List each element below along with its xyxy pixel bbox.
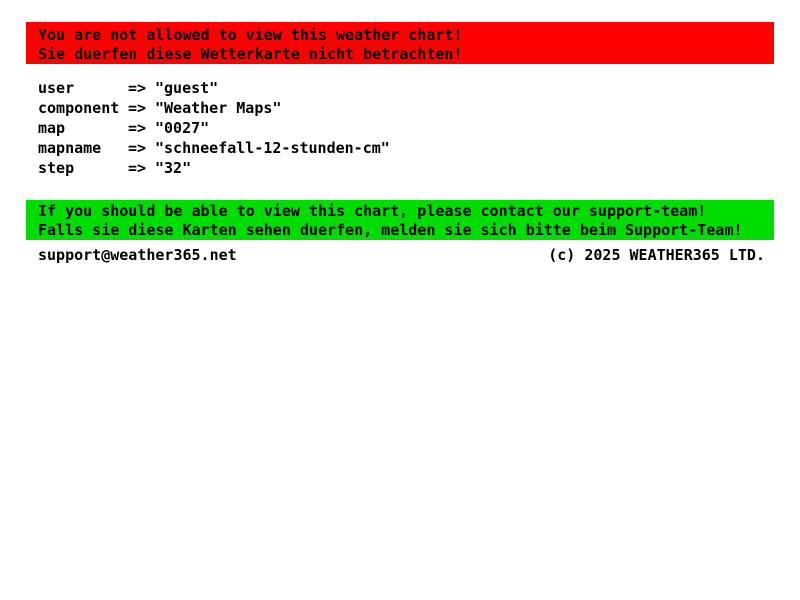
param-row	[38, 138, 390, 158]
request-params	[38, 78, 390, 178]
param-value: "guest"	[155, 79, 219, 97]
support-line-en: If you should be able to view this chart, please contact our support-team!	[38, 202, 707, 220]
param-key: mapname	[38, 139, 102, 157]
support-email: support@weather365.net	[38, 246, 237, 264]
param-row	[38, 98, 390, 118]
support-line-de: Falls sie diese Karten sehen duerfen, melden sie sich bitte beim Support-Team!	[38, 221, 743, 239]
error-banner	[26, 22, 774, 64]
param-key: step	[38, 159, 75, 177]
arrow-symbol: =>	[128, 139, 147, 157]
arrow-symbol: =>	[128, 79, 147, 97]
arrow-symbol: =>	[128, 159, 147, 177]
footer	[26, 245, 774, 265]
error-line-de: Sie duerfen diese Wetterkarte nicht betrachten!	[38, 45, 463, 63]
support-banner	[26, 200, 774, 240]
arrow-symbol: =>	[128, 119, 147, 137]
copyright-notice: (c) 2025 WEATHER365 LTD.	[548, 246, 765, 264]
param-row	[38, 158, 390, 178]
param-value: "schneefall-12-stunden-cm"	[155, 139, 390, 157]
param-key: component	[38, 99, 120, 117]
param-row	[38, 78, 390, 98]
error-line-en: You are not allowed to view this weather chart!	[38, 26, 463, 44]
param-row	[38, 118, 390, 138]
param-value: "32"	[155, 159, 192, 177]
param-value: "0027"	[155, 119, 210, 137]
param-value: "Weather Maps"	[155, 99, 282, 117]
param-key: user	[38, 79, 75, 97]
arrow-symbol: =>	[128, 99, 147, 117]
param-key: map	[38, 119, 66, 137]
